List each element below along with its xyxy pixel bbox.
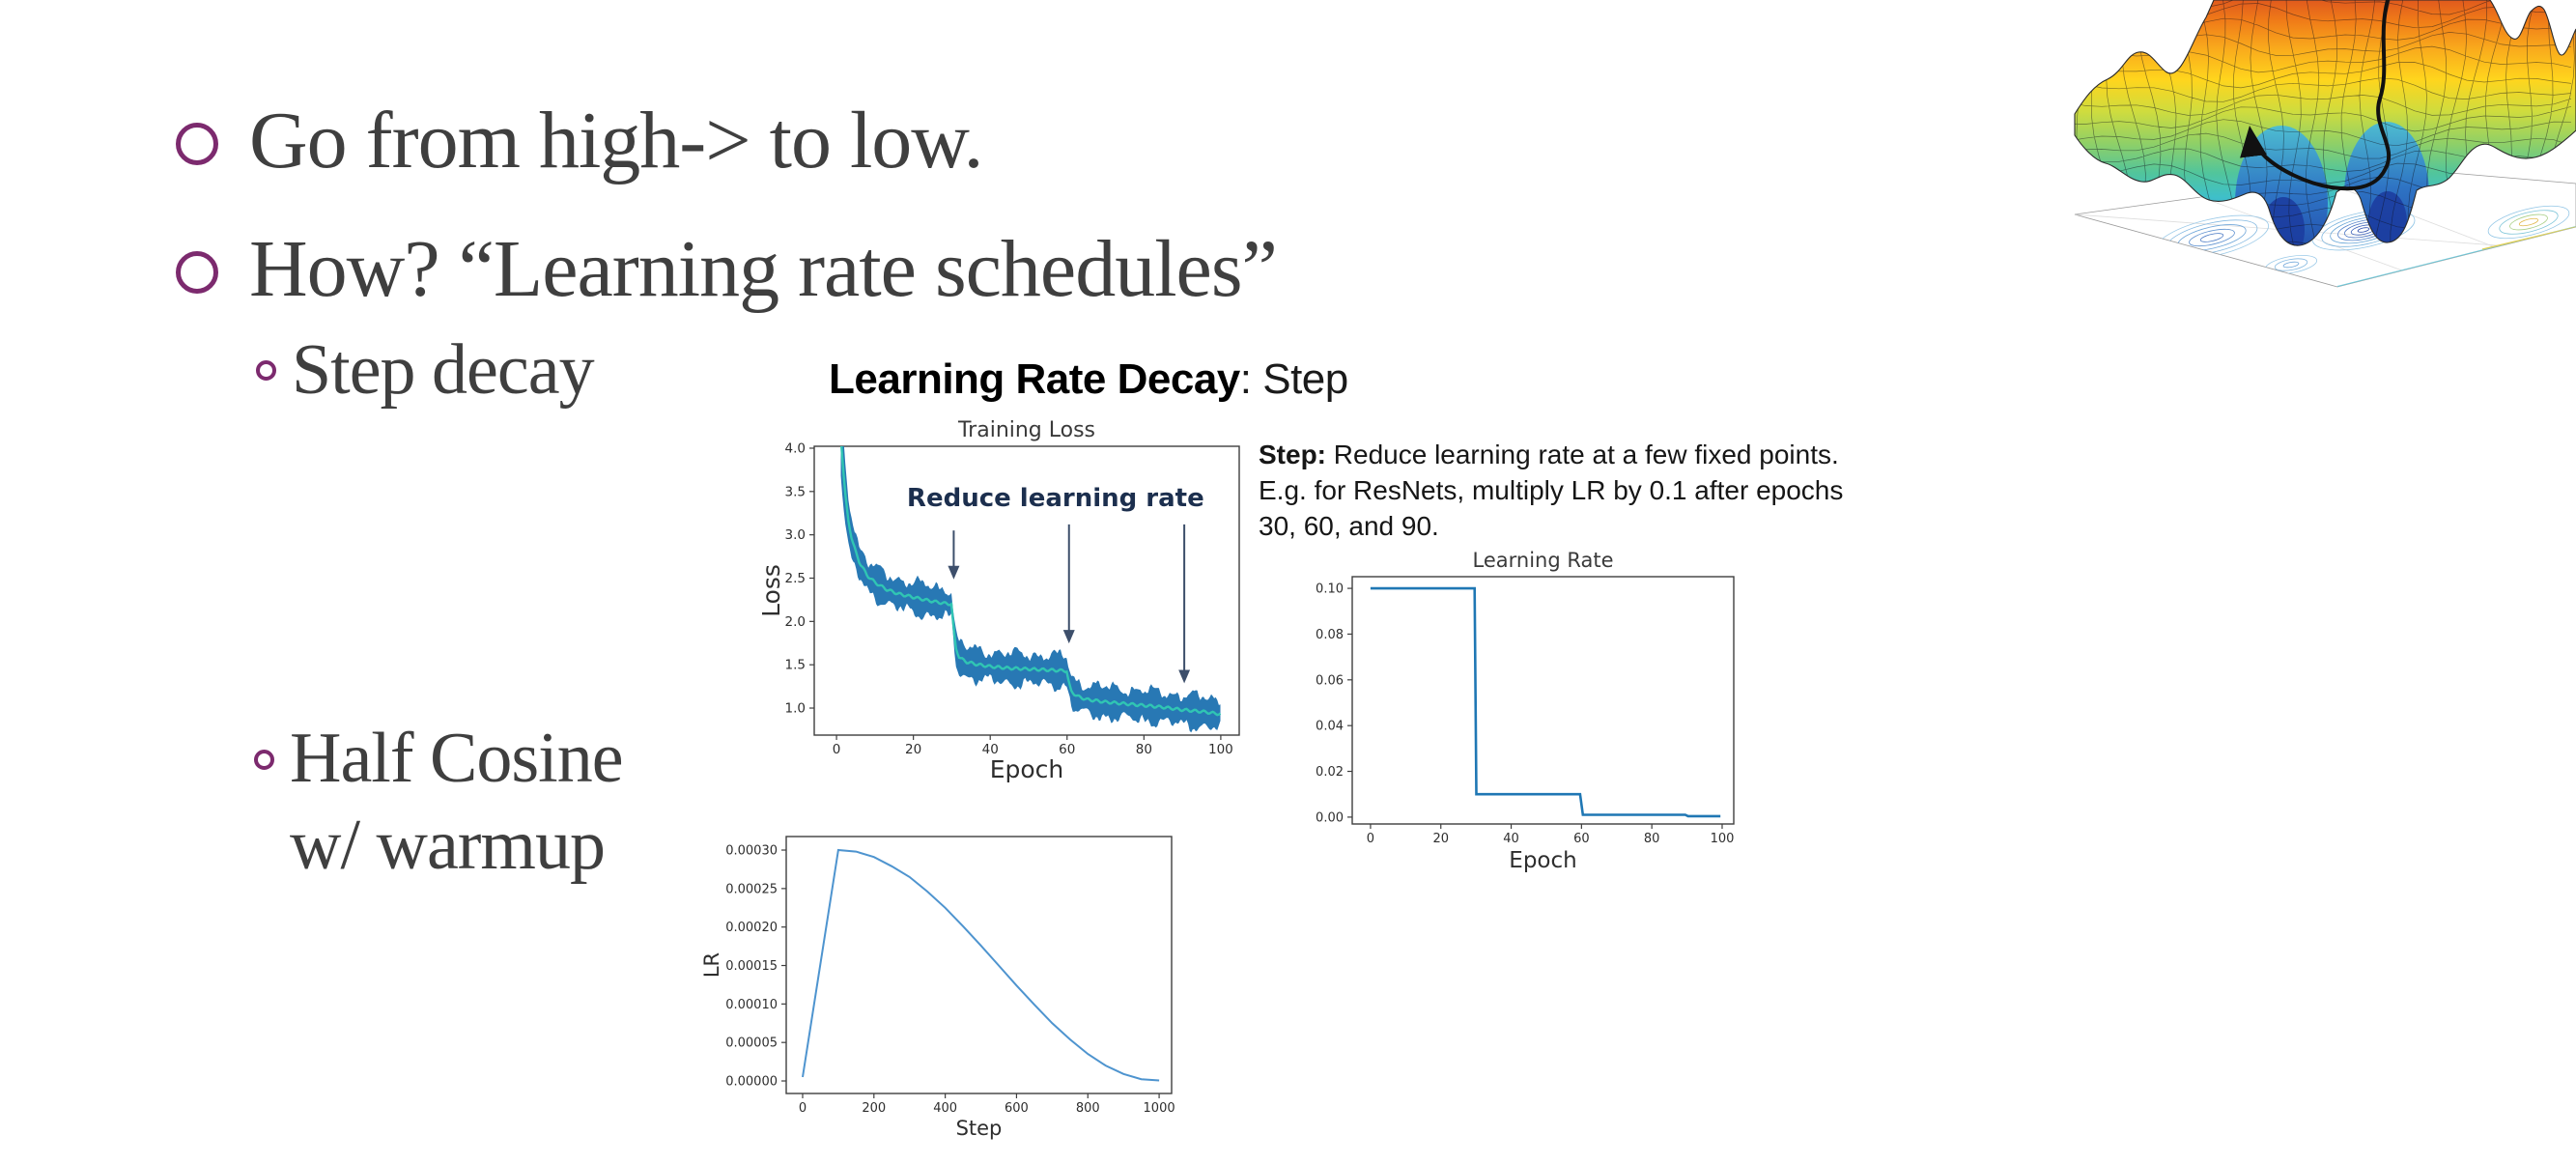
step-note-line3: 30, 60, and 90. [1259, 511, 1439, 541]
y-axis-label: Loss [757, 564, 785, 617]
plot-title: Training Loss [957, 418, 1096, 442]
y-tick-label: 0.00010 [725, 997, 778, 1012]
y-tick-label: 0.10 [1316, 582, 1344, 597]
y-tick-label: 4.0 [784, 440, 806, 457]
y-tick-label: 0.08 [1316, 627, 1344, 642]
y-tick-label: 0.00015 [725, 959, 778, 975]
y-tick-label: 0.00005 [725, 1036, 778, 1051]
x-tick-label: 0 [798, 1101, 807, 1116]
bullet-ring-step-decay [256, 360, 276, 381]
y-tick-label: 0.04 [1316, 719, 1344, 734]
x-tick-label: 80 [1643, 832, 1660, 846]
x-tick-label: 600 [1005, 1101, 1029, 1116]
chart-learning-rate-step [1285, 546, 1768, 884]
x-tick-label: 20 [905, 742, 922, 757]
annotation-reduce-learning-rate: Reduce learning rate [906, 483, 1204, 513]
figure-title-bold: Learning Rate Decay [829, 355, 1240, 403]
y-axis-label: LR [700, 951, 723, 979]
bullet-half-cosine-line1: Half Cosine [290, 719, 623, 798]
y-tick-label: 1.0 [784, 700, 806, 717]
step-note [1259, 437, 1857, 544]
y-tick-label: 3.0 [784, 527, 806, 544]
x-tick-label: 800 [1075, 1101, 1100, 1116]
x-tick-label: 60 [1573, 832, 1590, 846]
bullet-half-cosine [290, 715, 623, 890]
step-note-line1 [1259, 437, 1857, 472]
x-tick-label: 400 [933, 1101, 958, 1116]
step-note-bold: Step: [1259, 440, 1326, 469]
step-note-line1-rest: Reduce learning rate at a few fixed points. [1326, 440, 1839, 469]
y-tick-label: 3.5 [784, 484, 806, 500]
x-tick-label: 40 [981, 742, 999, 757]
chart-half-cosine-warmup [691, 826, 1193, 1145]
figure-title-rest: : Step [1239, 355, 1348, 403]
plot-frame [786, 837, 1172, 1093]
y-tick-label: 0.00 [1316, 810, 1344, 826]
bullet-step-decay: Step decay [292, 330, 594, 410]
bullet-ring-2 [176, 251, 218, 294]
y-tick-label: 0.02 [1316, 765, 1344, 781]
x-axis-label: Epoch [1509, 848, 1577, 873]
x-tick-label: 200 [862, 1101, 887, 1116]
y-tick-label: 0.00020 [725, 921, 778, 936]
x-tick-label: 100 [1208, 742, 1233, 757]
y-tick-label: 2.5 [784, 570, 806, 586]
bullet-half-cosine-line2: w/ warmup [290, 806, 605, 886]
x-axis-label: Step [955, 1117, 1003, 1140]
plot-frame [1352, 577, 1734, 824]
bullet-ring-1 [176, 123, 218, 165]
y-tick-label: 0.00000 [725, 1074, 778, 1090]
x-tick-label: 40 [1503, 832, 1519, 846]
x-tick-label: 100 [1710, 832, 1735, 846]
plot-title: Learning Rate [1472, 549, 1614, 572]
x-tick-label: 1000 [1143, 1101, 1175, 1116]
bullet-go-from-high-to-low: Go from high-> to low. [249, 96, 983, 185]
bullet-ring-half-cosine [254, 750, 274, 770]
loss-surface-figure [2067, 0, 2576, 290]
y-tick-label: 1.5 [784, 657, 806, 673]
figure-title [829, 355, 1348, 404]
x-tick-label: 20 [1432, 832, 1450, 846]
x-tick-label: 0 [1366, 832, 1375, 846]
step-note-line2: E.g. for ResNets, multiply LR by 0.1 after epochs [1259, 475, 1844, 505]
y-tick-label: 0.00030 [725, 843, 778, 859]
x-tick-label: 0 [832, 742, 841, 757]
x-axis-label: Epoch [989, 755, 1064, 783]
bullet-learning-rate-schedules: How? “Learning rate schedules” [249, 224, 1277, 314]
y-tick-label: 2.0 [784, 613, 806, 630]
x-tick-label: 60 [1059, 742, 1076, 757]
y-tick-label: 0.00025 [725, 882, 778, 897]
x-tick-label: 80 [1135, 742, 1152, 757]
y-tick-label: 0.06 [1316, 673, 1344, 689]
chart-training-loss [744, 406, 1285, 792]
